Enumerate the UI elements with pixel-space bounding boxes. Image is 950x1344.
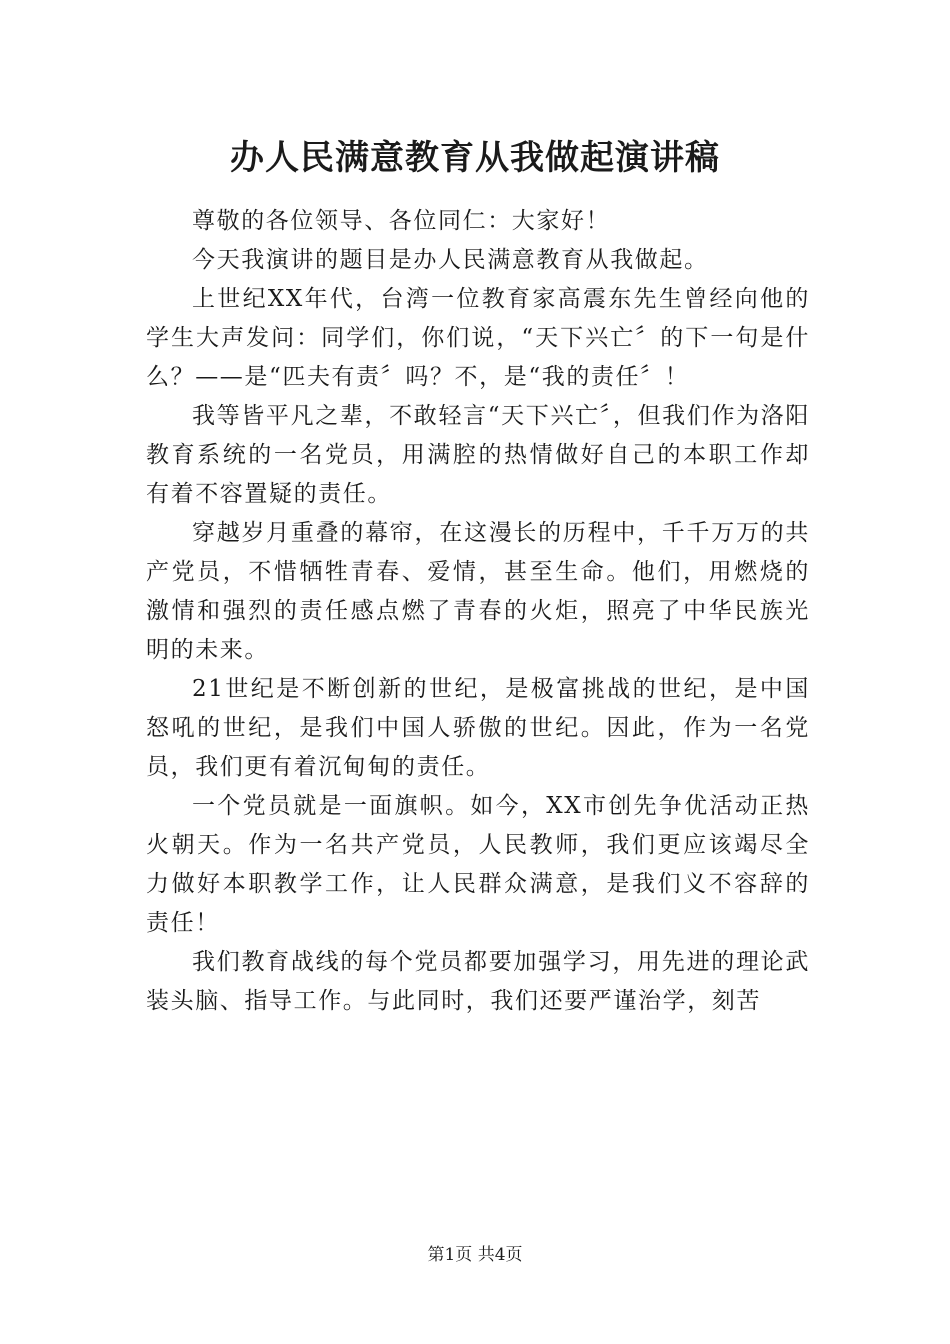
paragraph: 穿越岁月重叠的幕帘，在这漫长的历程中，千千万万的共产党员，不惜牺牲青春、爱情，甚至生命。他们，用燃烧的激情和强烈的责任感点燃了青春的火炬，照亮了中华民族光明的未来。 bbox=[146, 520, 810, 663]
paragraph: 我等皆平凡之辈，不敢轻言“天下兴亡〞，但我们作为洛阳教育系统的一名党员，用满腔的热情做好自己的本职工作却有着不容置疑的责任。 bbox=[146, 403, 810, 507]
document-body bbox=[146, 202, 810, 1021]
document-title: 办人民满意教育从我做起演讲稿 bbox=[230, 138, 720, 178]
paragraph-topic: 今天我演讲的题目是办人民满意教育从我做起。 bbox=[192, 247, 709, 273]
paragraph: 一个党员就是一面旗帜。如今，XX市创先争优活动正热火朝天。作为一名共产党员，人民教师，我们更应该竭尽全力做好本职教学工作，让人民群众满意，是我们义不容辞的责任！ bbox=[146, 793, 810, 936]
paragraph: 上世纪XX年代，台湾一位教育家高震东先生曾经向他的学生大声发问：同学们，你们说，“天下兴亡〞的下一句是什么？——是“匹夫有责〞吗？不，是“我的责任〞！ bbox=[146, 286, 810, 390]
page-number-footer: 第1页 共4页 bbox=[427, 1245, 523, 1265]
paragraph-greeting: 尊敬的各位领导、各位同仁：大家好！ bbox=[192, 208, 611, 234]
paragraph: 21世纪是不断创新的世纪，是极富挑战的世纪，是中国怒吼的世纪，是我们中国人骄傲的世纪。因此，作为一名党员，我们更有着沉甸甸的责任。 bbox=[146, 676, 810, 780]
paragraph: 我们教育战线的每个党员都要加强学习，用先进的理论武装头脑、指导工作。与此同时，我们还要严谨治学，刻苦 bbox=[146, 949, 810, 1014]
